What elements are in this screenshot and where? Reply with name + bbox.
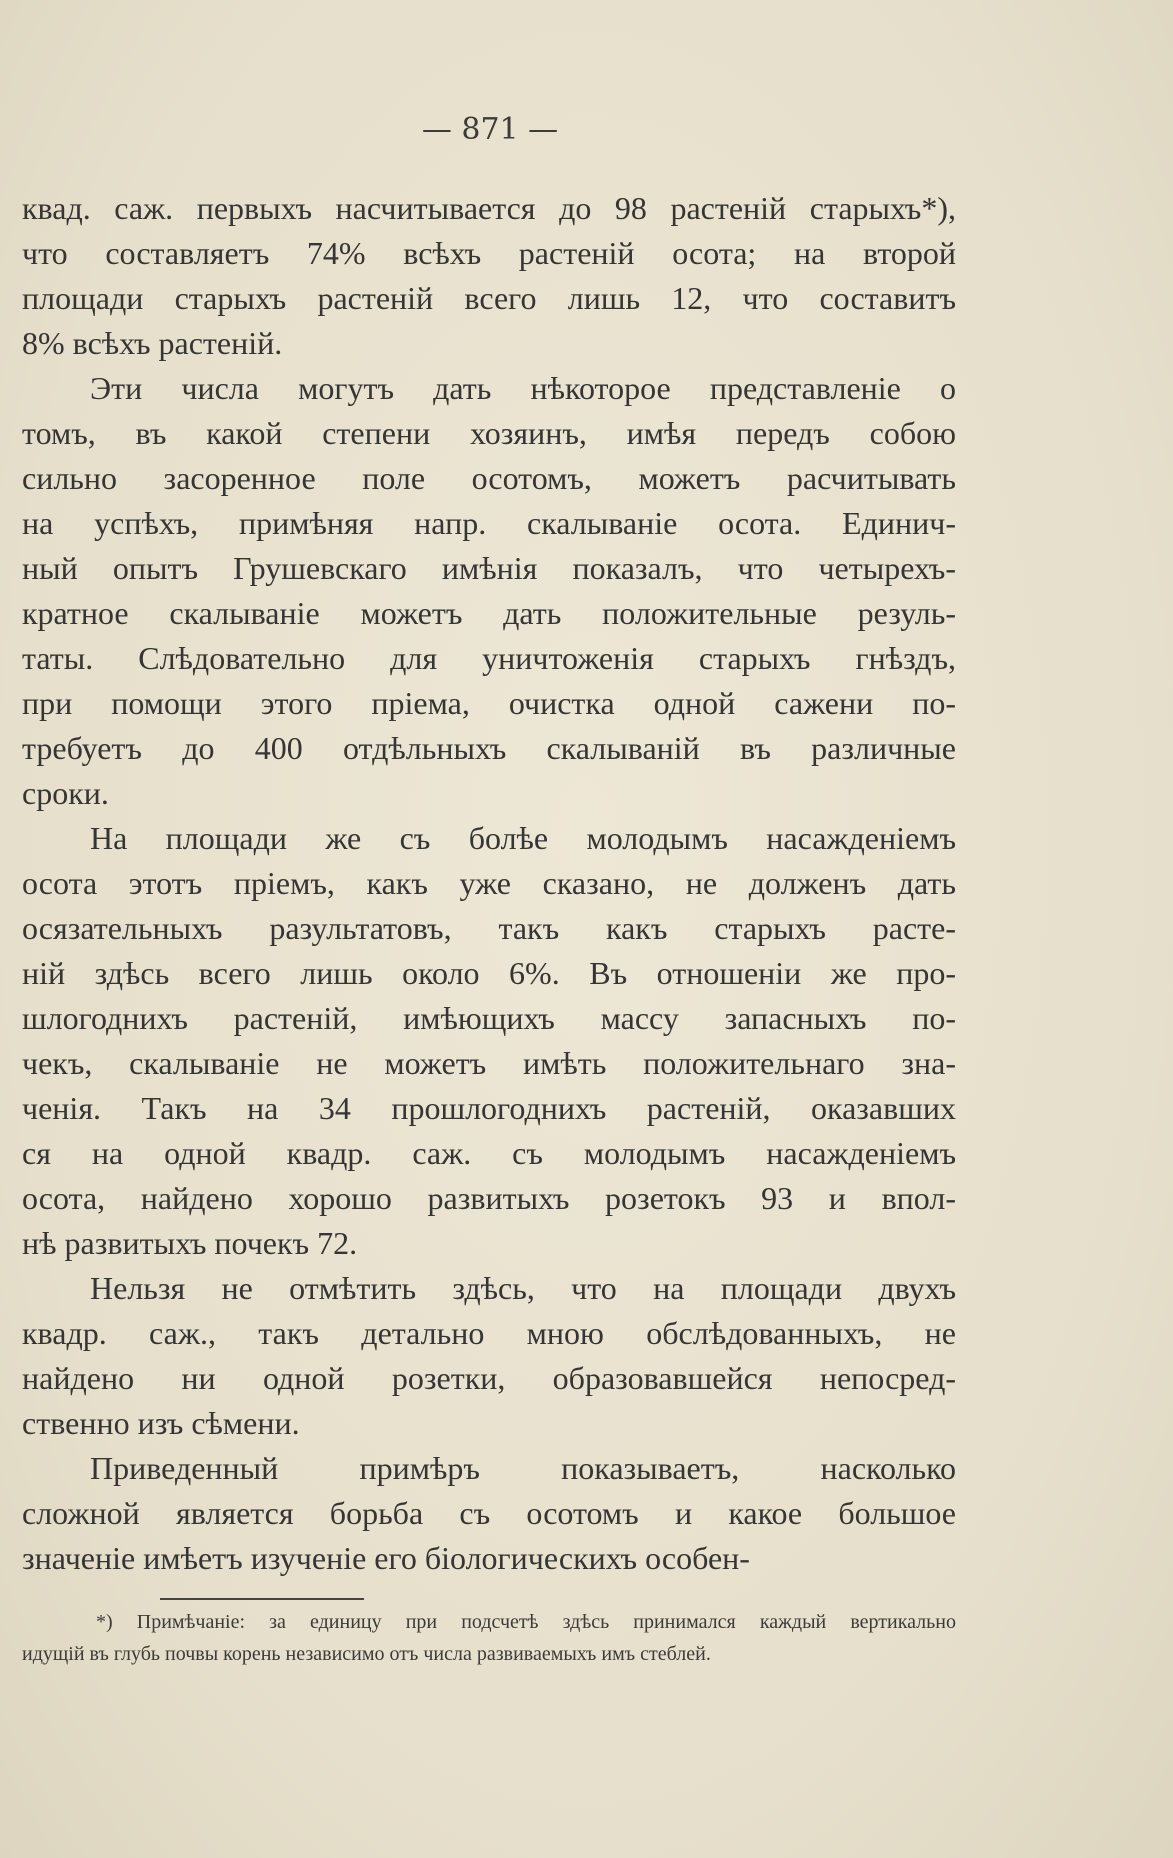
paragraph xyxy=(22,816,956,1266)
text-line: площади старыхъ растеній всего лишь 12, что составитъ xyxy=(22,280,956,316)
text-line: шлогоднихъ растеній, имѣющихъ массу запасныхъ по- xyxy=(22,1000,956,1036)
page-number: — 871 — xyxy=(421,112,559,147)
body-text xyxy=(22,186,956,1581)
text-line: 8% всѣхъ растеній. xyxy=(22,325,283,361)
text-line: осота, найдено хорошо развитыхъ розетокъ 93 и впол- xyxy=(22,1180,956,1216)
text-line: при помощи этого пріема, очистка одной сажени по- xyxy=(22,685,956,721)
text-line: таты. Слѣдовательно для уничтоженія старыхъ гнѣздъ, xyxy=(22,640,956,676)
footnote-line: идущій въ глубь почвы корень независимо отъ числа развиваемыхъ имъ стеблей. xyxy=(22,1643,711,1665)
text-line: ченія. Такъ на 34 прошлогоднихъ растеній, оказавших xyxy=(22,1090,956,1126)
text-line: квадр. саж., такъ детально мною обслѣдованныхъ, не xyxy=(22,1315,956,1351)
text-line: квад. саж. первыхъ насчитывается до 98 растеній старыхъ*), xyxy=(22,190,956,226)
footnote-line: *) Примѣчаніе: за единицу при подсчетѣ здѣсь принимался каждый вертикально xyxy=(96,1611,956,1633)
text-line: значеніе имѣетъ изученіе его біологическихъ особен- xyxy=(22,1540,750,1576)
text-line: кратное скалываніе можетъ дать положительные резуль- xyxy=(22,595,956,631)
footnote-rule xyxy=(160,1598,364,1600)
paragraph xyxy=(22,1446,956,1581)
footnote xyxy=(22,1606,956,1670)
text-line: Эти числа могутъ дать нѣкоторое представленіе о xyxy=(90,370,956,406)
text-line: сложной является борьба съ осотомъ и какое большое xyxy=(22,1495,956,1531)
text-line: требуетъ до 400 отдѣльныхъ скалываній въ различные xyxy=(22,730,956,766)
text-line: Приведенный примѣръ показываетъ, насколько xyxy=(90,1450,956,1486)
text-line: нѣ развитыхъ почекъ 72. xyxy=(22,1225,358,1261)
text-line: осязательныхъ разультатовъ, такъ какъ старыхъ расте- xyxy=(22,910,956,946)
text-line: ній здѣсь всего лишь около 6%. Въ отношеніи же про- xyxy=(22,955,956,991)
text-line: томъ, въ какой степени хозяинъ, имѣя передъ собою xyxy=(22,415,956,451)
text-line: найдено ни одной розетки, образовавшейся непосред- xyxy=(22,1360,956,1396)
paragraph xyxy=(22,186,956,366)
text-line: сильно засоренное поле осотомъ, можетъ расчитывать xyxy=(22,460,956,496)
text-line: ся на одной квадр. саж. съ молодымъ насажденіемъ xyxy=(22,1135,956,1171)
text-line: осота этотъ пріемъ, какъ уже сказано, не долженъ дать xyxy=(22,865,956,901)
text-line: сроки. xyxy=(22,775,109,811)
text-line: На площади же съ болѣе молодымъ насажденіемъ xyxy=(90,820,956,856)
paragraph xyxy=(22,1266,956,1446)
text-line: Нельзя не отмѣтить здѣсь, что на площади двухъ xyxy=(90,1270,956,1306)
paragraph xyxy=(22,366,956,816)
text-line: на успѣхъ, примѣняя напр. скалываніе осота. Единич- xyxy=(22,505,956,541)
text-line: ственно изъ сѣмени. xyxy=(22,1405,300,1441)
text-line: ный опытъ Грушевскаго имѣнія показалъ, что четырехъ- xyxy=(22,550,956,586)
text-line: что составляетъ 74% всѣхъ растеній осота; на второй xyxy=(22,235,956,271)
text-line: чекъ, скалываніе не можетъ имѣть положительнаго зна- xyxy=(22,1045,956,1081)
